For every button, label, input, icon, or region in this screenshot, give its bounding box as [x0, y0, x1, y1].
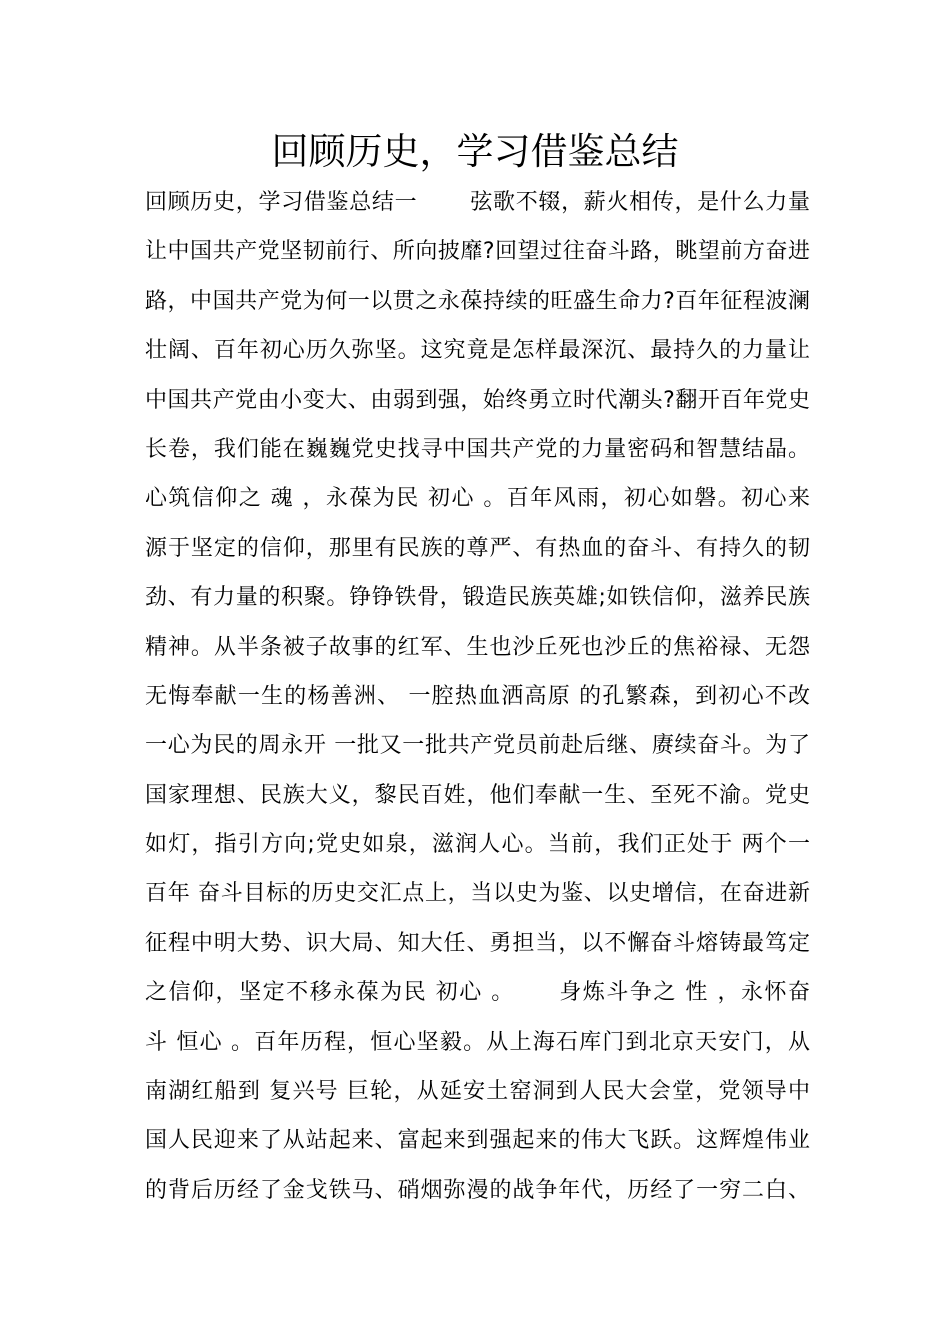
- document-title: 回顾历史，学习借鉴总结: [271, 130, 679, 173]
- body-line: 斗 恒心 。百年历程，恒心坚毅。从上海石库门到北京天安门，从: [145, 1029, 810, 1055]
- body-line: 一心为民的周永开 一批又一批共产党员前赴后继、赓续奋斗。为了: [145, 733, 810, 759]
- body-line: 百年 奋斗目标的历史交汇点上，当以史为鉴、以史增信，在奋进新: [145, 881, 810, 907]
- body-line: 劲、有力量的积聚。铮铮铁骨，锻造民族英雄;如铁信仰，滋养民族: [145, 585, 810, 611]
- body-line: 如灯，指引方向;党史如泉，滋润人心。当前，我们正处于 两个一: [145, 832, 810, 858]
- body-line: 路，中国共产党为何一以贯之永葆持续的旺盛生命力?百年征程波澜: [145, 288, 810, 314]
- body-line: 中国共产党由小变大、由弱到强，始终勇立时代潮头?翻开百年党史: [145, 387, 810, 413]
- body-line: 回顾历史，学习借鉴总结一 弦歌不辍，薪火相传，是什么力量: [145, 190, 810, 215]
- body-line: 源于坚定的信仰，那里有民族的尊严、有热血的奋斗、有持久的韧: [145, 535, 810, 561]
- body-line: 国家理想、民族大义，黎民百姓，他们奉献一生、至死不渝。党史: [145, 782, 810, 808]
- body-line: 之信仰，坚定不移永葆为民 初心 。 身炼斗争之 性 ，永怀奋: [145, 980, 810, 1006]
- body-line: 心筑信仰之 魂 ，永葆为民 初心 。百年风雨，初心如磐。初心来: [145, 486, 810, 512]
- body-line: 的背后历经了金戈铁马、硝烟弥漫的战争年代，历经了一穷二白、: [145, 1177, 810, 1203]
- body-line: 让中国共产党坚韧前行、所向披靡?回望过往奋斗路，眺望前方奋进: [145, 239, 810, 265]
- body-line: 精神。从半条被子故事的红军、生也沙丘死也沙丘的焦裕禄、无怨: [145, 634, 810, 660]
- body-line: 国人民迎来了从站起来、富起来到强起来的伟大飞跃。这辉煌伟业: [145, 1128, 810, 1154]
- body-line: 征程中明大势、识大局、知大任、勇担当，以不懈奋斗熔铸最笃定: [145, 930, 810, 956]
- body-line: 长卷，我们能在巍巍党史找寻中国共产党的力量密码和智慧结晶。: [145, 436, 810, 462]
- body-line: 壮阔、百年初心历久弥坚。这究竟是怎样最深沉、最持久的力量让: [145, 338, 810, 364]
- body-line: 南湖红船到 复兴号 巨轮，从延安土窑洞到人民大会堂，党领导中: [145, 1079, 810, 1105]
- body-line: 无悔奉献一生的杨善洲、 一腔热血洒高原 的孔繁森，到初心不改: [145, 683, 810, 709]
- document-body: [145, 178, 810, 1215]
